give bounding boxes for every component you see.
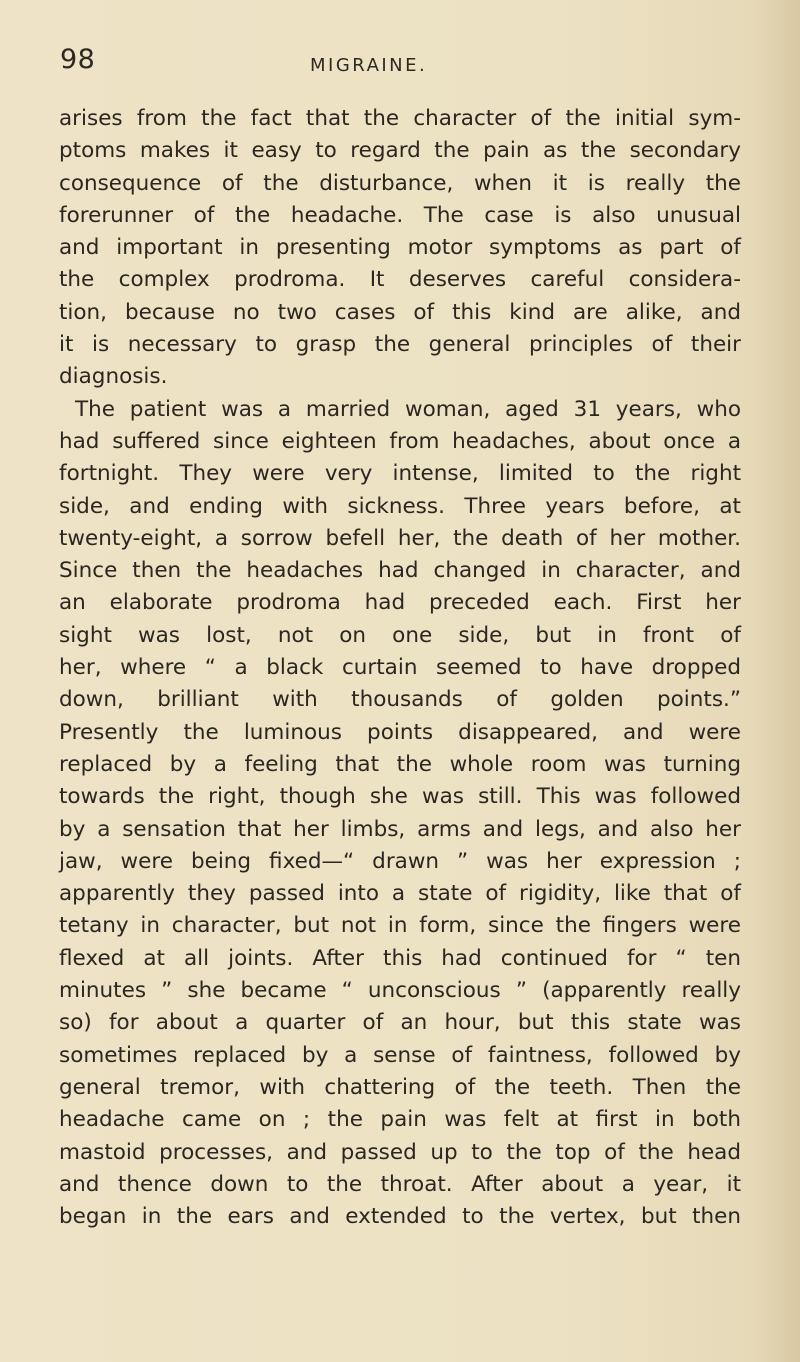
text-line: headache came on ; the pain was felt at first in both	[59, 1107, 741, 1133]
running-head	[60, 44, 760, 84]
text-line: arises from the fact that the character of the initial sym-	[59, 106, 741, 131]
text-line: began in the ears and extended to the vertex, but then	[59, 1204, 741, 1230]
text-line: so) for about a quarter of an hour, but this state was	[59, 1010, 741, 1036]
text-line: it is necessary to grasp the general principles of their	[59, 332, 741, 358]
text-line: flexed at all joints. After this had continued for “ ten	[59, 945, 741, 971]
text-line: sometimes replaced by a sense of faintness, followed by	[59, 1042, 741, 1068]
page-number: 98	[60, 44, 96, 75]
text-line: fortnight. They were very intense, limited to the right	[59, 461, 741, 487]
text-line: the complex prodroma. It deserves careful considera-	[59, 267, 741, 293]
text-line: Since then the headaches had changed in character, and	[59, 558, 741, 584]
text-line: ptoms makes it easy to regard the pain as the secondary	[59, 138, 741, 164]
text-line: apparently they passed into a state of rigidity, like that of	[59, 881, 741, 907]
text-line: tetany in character, but not in form, since the fingers were	[59, 913, 741, 939]
text-line: diagnosis.	[59, 364, 168, 390]
text-line: her, where “ a black curtain seemed to have dropped	[59, 655, 741, 681]
text-line: down, brilliant with thousands of golden points.”	[59, 687, 741, 713]
text-line: had suffered since eighteen from headaches, about once a	[59, 428, 741, 454]
text-line: side, and ending with sickness. Three years before, at	[59, 493, 741, 519]
text-line: by a sensation that her limbs, arms and legs, and also her	[59, 816, 741, 842]
text-line: sight was lost, not on one side, but in front of	[59, 622, 741, 648]
text-line: tion, because no two cases of this kind are alike, and	[59, 299, 741, 325]
text-line: The patient was a married woman, aged 31 years, who	[75, 396, 741, 422]
text-line: jaw, were being fixed—“ drawn ” was her expression ;	[59, 848, 741, 874]
text-line: minutes ” she became “ unconscious ” (apparently really	[59, 978, 741, 1004]
body-text	[59, 103, 741, 1233]
text-line: replaced by a feeling that the whole room was turning	[59, 751, 741, 777]
text-line: Presently the luminous points disappeared, and were	[59, 719, 741, 745]
text-line: an elaborate prodroma had preceded each. First her	[59, 590, 741, 616]
text-line: general tremor, with chattering of the teeth. Then the	[59, 1074, 741, 1100]
text-line: and thence down to the throat. After about a year, it	[59, 1171, 741, 1197]
text-line: twenty-eight, a sorrow befell her, the death of her mother.	[59, 525, 741, 551]
text-line: mastoid processes, and passed up to the top of the head	[59, 1139, 741, 1165]
running-title: MIGRAINE.	[310, 55, 428, 76]
text-line: towards the right, though she was still. This was followed	[59, 784, 741, 810]
text-line: forerunner of the headache. The case is also unusual	[59, 202, 741, 228]
text-line: and important in presenting motor symptoms as part of	[59, 235, 741, 261]
text-line: consequence of the disturbance, when it is really the	[59, 170, 741, 196]
